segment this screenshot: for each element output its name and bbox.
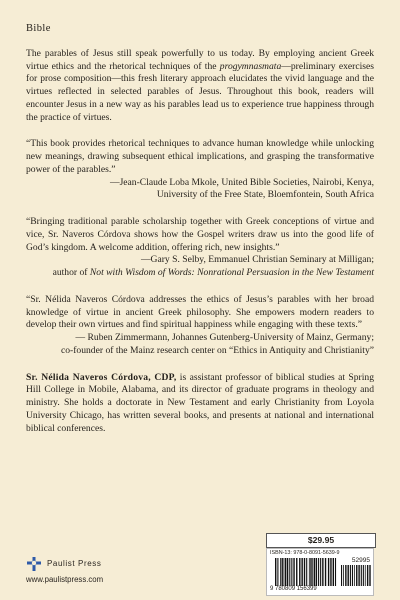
isbn-barcode — [266, 548, 374, 596]
barcode-addon-bars — [341, 565, 371, 586]
endorsement-attribution — [26, 332, 374, 358]
description-text-start: The parables of Jesus still speak powerfully to us today. By employing ancient Greek virtue ethics and the rhetorical techniques of the — [26, 47, 374, 72]
attribution-line: co-founder of the Mainz research center on “Ethics in Antiquity and Christianity” — [60, 344, 374, 356]
endorsement-quote: “Bringing traditional parable scholarship together with Greek conceptions of virtue and vice, Sr. Naveros Córdova shows how the Gospel writers draw us into the good life of God’s kingdom. A welcome addition, offering rich, new insights.” — [26, 216, 374, 253]
attribution-prefix: author of — [52, 267, 90, 279]
publisher-url[interactable]: www.paulistpress.com — [26, 575, 104, 584]
barcode-addon-number: 52995 — [351, 557, 370, 564]
barcode-number: 9 780809 156399 — [270, 586, 317, 593]
endorsement-quote: “Sr. Nélida Naveros Córdova addresses the ethics of Jesus’s parables with her broad knowledge of virtue in ancient Greek philosophy. She empowers modern readers to develop their own virtues and find spiritual happiness while engaging with these texts.” — [26, 293, 374, 331]
attribution-line: —Gary S. Selby, Emmanuel Christian Seminary at Milligan; — [140, 254, 374, 266]
book-description — [26, 48, 374, 125]
author-bio — [26, 372, 374, 436]
attribution-book-title: Not with Wisdom of Words: Nonrational Persuasion in the New Testament — [89, 267, 374, 279]
attribution-line: —Jean-Claude Loba Mkole, United Bible Societies, Nairobi, Kenya, — [109, 176, 374, 188]
endorsement-quote: “This book provides rhetorical techniques to advance human knowledge while unlocking new meanings, drawing subsequent ethical implications, and grasping the transformative power of the parables.” — [26, 138, 374, 175]
category-label: Bible — [26, 23, 51, 34]
publisher-block — [26, 556, 103, 585]
attribution-line: — Ruben Zimmermann, Johannes Gutenberg-University of Mainz, Germany; — [75, 332, 374, 344]
publisher-name: Paulist Press — [47, 558, 102, 568]
paulist-cross-icon — [26, 556, 42, 572]
price-label: $29.95 — [266, 533, 376, 548]
description-text-end: —preliminary exercises for prose composition—this fresh literary approach elucidates the vivid language and the virtues reflected in selected parables of Jesus. Throughout this book, readers will encounter Jesus in a new way as his parables lead us to experience true happiness through the practice of virtues. — [26, 60, 374, 123]
author-name: Sr. Nélida Naveros Córdova, CDP, — [26, 371, 177, 383]
endorsement-1 — [26, 138, 374, 202]
attribution-line: University of the Free State, Bloemfontein, South Africa — [156, 189, 374, 201]
endorsement-attribution — [26, 254, 374, 280]
attribution-line — [26, 267, 374, 280]
author-bio-text: is assistant professor of biblical studies at Spring Hill College in Mobile, Alabama, and its director of graduate programs in theology and ministry. She holds a doctorate in New Testament and early Christianity from Loyola University Chicago, has written several books, and presents at national and international biblical conferences. — [26, 371, 374, 434]
publisher-logo — [26, 556, 103, 572]
barcode-main-bars — [275, 558, 337, 586]
endorsement-3 — [26, 294, 374, 358]
description-italic-term: progymnasmata — [219, 60, 282, 72]
endorsement-2 — [26, 216, 374, 280]
endorsement-attribution — [26, 177, 374, 203]
isbn-text: ISBN-13: 978-0-8091-5639-9 — [270, 550, 340, 556]
